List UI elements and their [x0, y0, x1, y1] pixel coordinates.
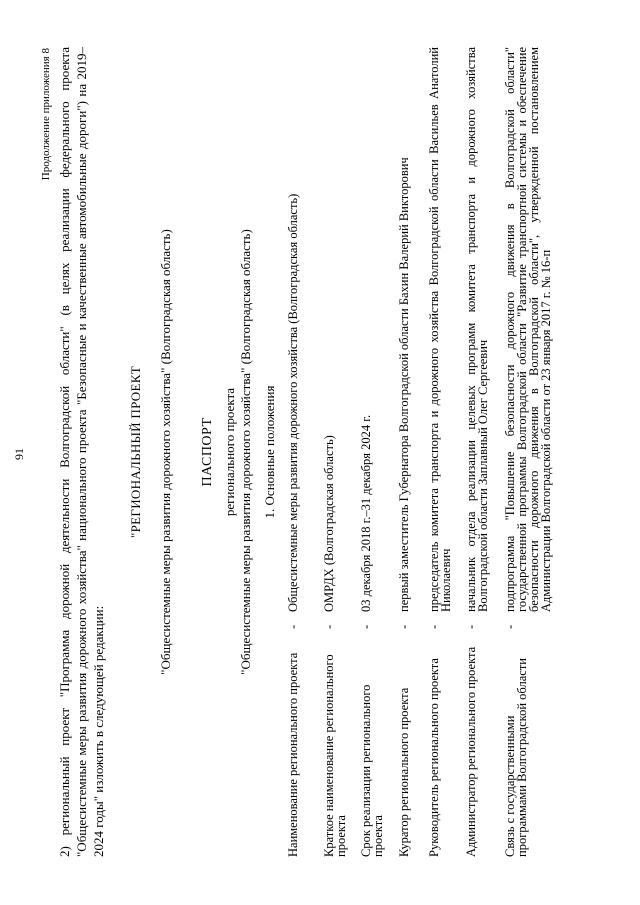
row-label: Наименование регионального проекта — [286, 652, 300, 857]
row-dash: - — [427, 624, 441, 629]
row-value: подпрограмма "Повышение безопасности дорожного движения в Волгоградской области" государственной программы Волгоградской области "Развитие транспортной системы и обеспечение безопасности дорожного движения в Волгоградской области", утвержденной постановлением Администрации Волгоградской области от 23 января 2017 г. № 16-п — [503, 47, 553, 612]
row-label: Куратор регионального проекта — [397, 687, 411, 857]
row-value: ОМРДХ (Волгоградская область) — [322, 435, 336, 612]
row-dash: - — [503, 624, 517, 629]
project-heading: "РЕГИОНАЛЬНЫЙ ПРОЕКТ — [128, 366, 143, 538]
row-label: Руководитель регионального проекта — [427, 658, 441, 857]
row-dash: - — [464, 624, 478, 629]
intro-paragraph: 2) региональный проект "Программа дорожной деятельности Волгоградской области" (в целях реализации федерального проекта "Общесистемные меры развития дорожного хозяйства" национального проекта "Безопасные и качественные автомобильные дороги") на 2019–2024 годы" изложить в следующей редакции: — [57, 47, 106, 857]
row-value: 03 декабря 2018 г.–31 декабря 2024 г. — [359, 414, 373, 612]
passport-title: ПАСПОРТ — [200, 417, 215, 487]
row-dash: - — [322, 624, 336, 629]
appendix-note: Продолжение приложения 8 — [40, 48, 52, 181]
row-dash: - — [359, 624, 373, 629]
section-heading: 1. Основные положения — [262, 385, 277, 519]
passport-project-name: "Общесистемные меры развития дорожного хозяйства" (Волгоградская область) — [238, 229, 253, 675]
row-value: Общесистемные меры развития дорожного хозяйства (Волгоградская область) — [286, 193, 300, 612]
passport-subtitle: регионального проекта — [222, 387, 237, 517]
row-dash: - — [286, 624, 300, 629]
row-dash: - — [397, 624, 411, 629]
row-label: Администратор регионального проекта — [464, 646, 478, 857]
row-value: первый заместитель Губернатора Волгоградской области Бахин Валерий Викторович — [397, 157, 411, 612]
row-value: председатель комитета транспорта и дорожного хозяйства Волгоградской области Васильев Анатолий Николаевич — [427, 47, 453, 612]
row-value: начальник отдела реализации целевых программ комитета транспорта и дорожного хозяйства Волгоградской области Заплавный Олег Сергеевич — [464, 47, 490, 612]
row-label: Срок реализации регионального проекта — [359, 684, 385, 857]
row-label: Связь с государственными программами Волгоградской области — [503, 658, 529, 857]
page-number: 91 — [12, 448, 26, 460]
project-name: "Общесистемные меры развития дорожного хозяйства" (Волгоградская область) — [158, 229, 173, 675]
row-label: Краткое наименование регионального проекта — [322, 654, 348, 857]
